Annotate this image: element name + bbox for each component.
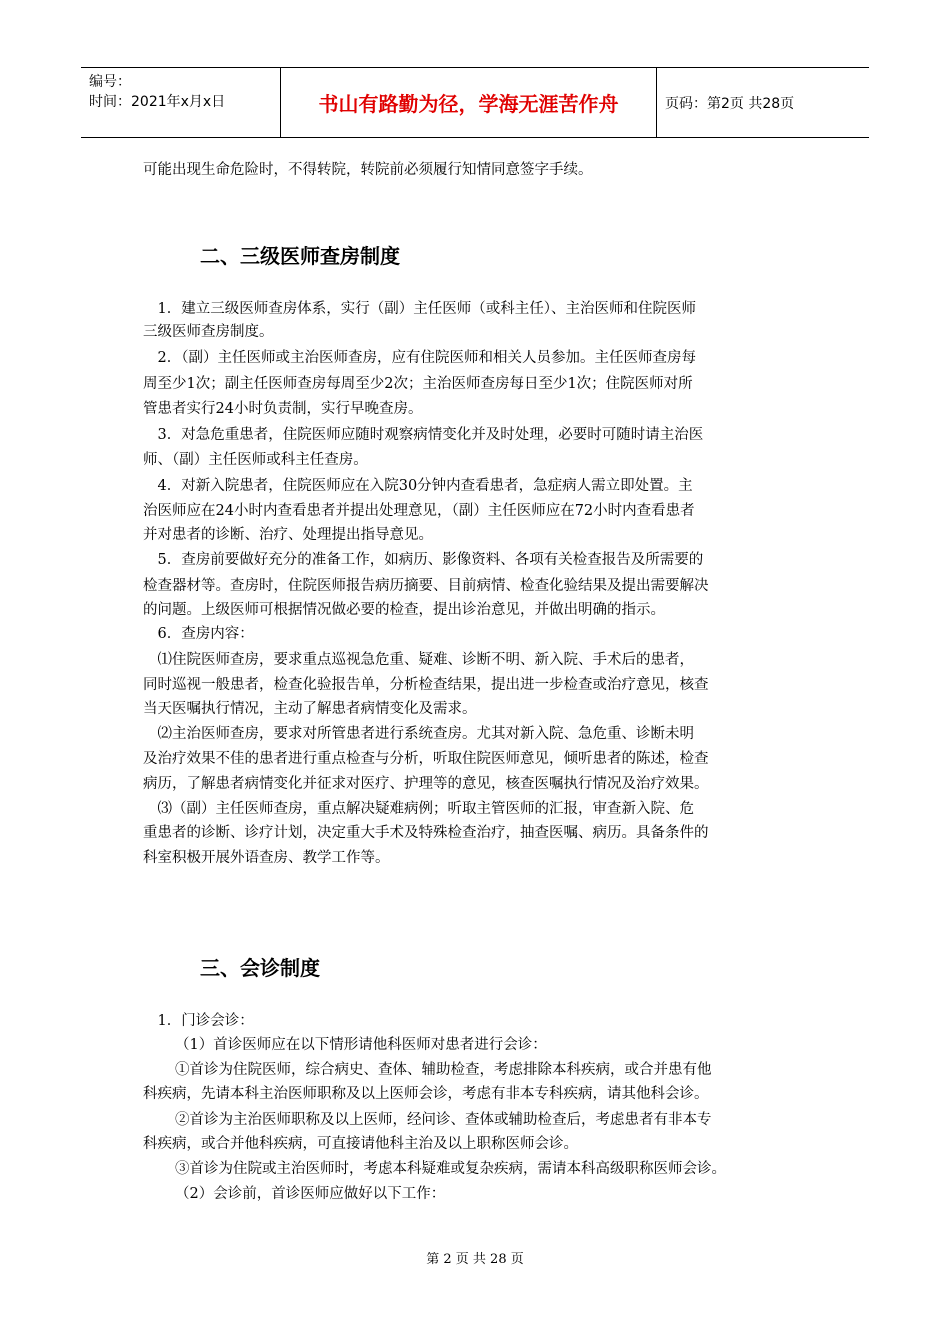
body-line: 检查器材等。查房时，住院医师报告病历摘要、目前病情、检查化验结果及提出需要解决 [143, 578, 709, 594]
body-line: ⑶（副）主任医师查房，重点解决疑难病例；听取主管医师的汇报，审查新入院、危 [143, 801, 694, 817]
body-line: 重患者的诊断、诊疗计划，决定重大手术及特殊检查治疗，抽查医嘱、病历。具备条件的 [143, 825, 709, 841]
header-meta-cell [81, 68, 281, 137]
body-line: 师、（副）主任医师或科主任查房。 [143, 452, 368, 468]
body-line: 同时巡视一般患者，检查化验报告单，分析检查结果，提出进一步检查或治疗意见，核查 [143, 677, 709, 693]
motto: 书山有路勤为径，学海无涯苦作舟 [281, 68, 657, 137]
body-line: 1．门诊会诊： [143, 1013, 254, 1029]
body-line: ③首诊为住院或主治医师时，考虑本科疑难或复杂疾病，需请本科高级职称医师会诊。 [175, 1161, 726, 1177]
body-line: （2）会诊前，首诊医师应做好以下工作： [175, 1186, 446, 1202]
body-line: 管患者实行24小时负责制，实行早晚查房。 [143, 401, 423, 417]
section3-heading: 三、会诊制度 [200, 956, 320, 980]
body-line: （1）首诊医师应在以下情形请他科医师对患者进行会诊： [175, 1037, 547, 1053]
body-line: 2．（副）主任医师或主治医师查房，应有住院医师和相关人员参加。主任医师查房每 [143, 350, 696, 366]
body-line: 及治疗效果不佳的患者进行重点检查与分析，听取住院医师意见，倾听患者的陈述，检查 [143, 751, 709, 767]
body-line: 当天医嘱执行情况，主动了解患者病情变化及需求。 [143, 701, 477, 717]
body-line: 科疾病，或合并他科疾病，可直接请他科主治及以上职称医师会诊。 [143, 1136, 578, 1152]
body-line: ⑵主治医师查房，要求对所管患者进行系统查房。尤其对新入院、急危重、诊断未明 [143, 726, 694, 742]
body-line: 治医师应在24小时内查看患者并提出处理意见，（副）主任医师应在72小时内查看患者 [143, 503, 695, 519]
body-line: 1．建立三级医师查房体系，实行（副）主任医师（或科主任）、主治医师和住院医师 [143, 301, 696, 317]
body-line: 6．查房内容： [143, 626, 254, 642]
body-line: ①首诊为住院医师，综合病史、查体、辅助检查，考虑排除本科疾病，或合并患有他 [175, 1062, 712, 1078]
body-line: 科疾病，先请本科主治医师职称及以上医师会诊，考虑有非本专科疾病，请其他科会诊。 [143, 1086, 709, 1102]
body-line: 三级医师查房制度。 [143, 324, 274, 340]
intro-paragraph: 可能出现生命危险时，不得转院，转院前必须履行知情同意签字手续。 [143, 162, 593, 178]
body-line: ②首诊为主治医师职称及以上医师，经问诊、查体或辅助检查后，考虑患者有非本专 [175, 1112, 712, 1128]
page-footer: 第 2 页 共 28 页 [426, 1252, 524, 1267]
body-line: 的问题。上级医师可根据情况做必要的检查，提出诊治意见，并做出明确的指示。 [143, 602, 665, 618]
body-line: 5．查房前要做好充分的准备工作，如病历、影像资料、各项有关检查报告及所需要的 [143, 552, 704, 568]
section2-heading: 二、三级医师查房制度 [200, 244, 400, 268]
header-table [81, 67, 869, 138]
body-line: 并对患者的诊断、治疗、处理提出指导意见。 [143, 527, 433, 543]
body-line: 科室积极开展外语查房、教学工作等。 [143, 850, 390, 866]
body-line: 4．对新入院患者，住院医师应在入院30分钟内查看患者，急症病人需立即处置。主 [143, 478, 693, 494]
page-info: 页码：第2页 共28页 [665, 95, 795, 112]
body-line: 病历，了解患者病情变化并征求对医疗、护理等的意见，核查医嘱执行情况及治疗效果。 [143, 776, 709, 792]
number-label: 编号： [89, 74, 131, 90]
body-line: 3．对急危重患者，住院医师应随时观察病情变化并及时处理，必要时可随时请主治医 [143, 427, 704, 443]
body-line: 周至少1次；副主任医师查房每周至少2次；主治医师查房每日至少1次；住院医师对所 [143, 376, 693, 392]
date-label: 时间：2021年x月x日 [89, 94, 226, 110]
body-line: ⑴住院医师查房，要求重点巡视急危重、疑难、诊断不明、新入院、手术后的患者， [143, 652, 694, 668]
